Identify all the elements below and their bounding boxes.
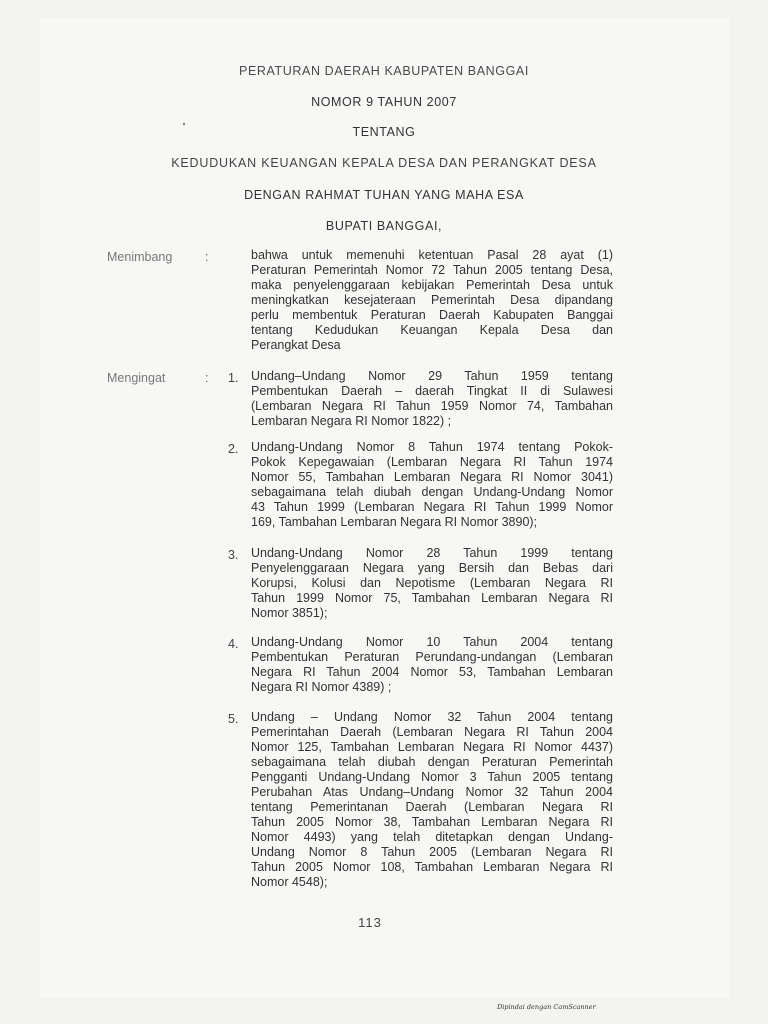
text-line: meningkatkan kesejateraan Pemerintah Desa dipandang: [251, 293, 613, 307]
text-line: Undang–Undang Nomor 29 Tahun 1959 tentang: [251, 369, 613, 383]
title-subject: KEDUDUKAN KEUANGAN KEPALA DESA DAN PERANGKAT DESA: [171, 156, 597, 170]
item-number: 1.: [228, 371, 239, 385]
text-line: Lembaran Negara RI Nomor 1822) ;: [251, 414, 452, 428]
text-line: Pokok Kepegawaian (Lembaran Negara RI Tahun 1974: [251, 455, 613, 469]
text-line: tentang Kedudukan Keuangan Kepala Desa dan: [251, 323, 613, 337]
mengingat-item: [251, 710, 613, 890]
mengingat-colon: :: [205, 371, 209, 385]
item-number: 2.: [228, 442, 239, 456]
title-invocation: DENGAN RAHMAT TUHAN YANG MAHA ESA: [244, 188, 524, 202]
text-line: perlu membentuk Peraturan Daerah Kabupaten Banggai: [251, 308, 613, 322]
text-line: sebagaimana telah diubah dengan Peraturan Pemerintah: [251, 755, 613, 769]
mengingat-item: [251, 546, 613, 621]
text-line: Nomor 55, Tambahan Lembaran Negara RI Nomor 3041): [251, 470, 613, 484]
text-line: (Lembaran Negara RI Tahun 1959 Nomor 74, Tambahan: [251, 399, 613, 413]
mengingat-item: [251, 369, 613, 429]
text-line: Nomor 3851);: [251, 606, 328, 620]
text-line: Pemerintahan Daerah (Lembaran Negara RI Tahun 2004: [251, 725, 613, 739]
text-line: Undang-Undang Nomor 10 Tahun 2004 tentang: [251, 635, 613, 649]
text-line: Penyelenggaraan Negara yang Bersih dan Bebas dari: [251, 561, 613, 575]
text-line: Negara RI Tahun 2004 Nomor 53, Tambahan Lembaran: [251, 665, 613, 679]
page-number: 113: [358, 915, 382, 930]
text-line: maka penyelenggaraan kebijakan Pemerintah Desa untuk: [251, 278, 613, 292]
text-line: Tahun 2005 Nomor 108, Tambahan Lembaran Negara RI: [251, 860, 613, 874]
menimbang-paragraph: [251, 248, 613, 353]
mengingat-item: [251, 440, 613, 530]
text-line: Korupsi, Kolusi dan Nepotisme (Lembaran Negara RI: [251, 576, 613, 590]
text-line: sebagaimana telah diubah dengan Undang-Undang Nomor: [251, 485, 613, 499]
title-regulation: PERATURAN DAERAH KABUPATEN BANGGAI: [239, 64, 529, 78]
mengingat-label: Mengingat: [107, 371, 166, 385]
text-line: Pembentukan Daerah – daerah Tingkat II di Sulawesi: [251, 384, 613, 398]
text-line: 43 Tahun 1999 (Lembaran Negara RI Tahun 1999 Nomor: [251, 500, 613, 514]
text-line: Tahun 1999 Nomor 75, Tambahan Lembaran Negara RI: [251, 591, 613, 605]
text-line: Pembentukan Peraturan Perundang-undangan (Lembaran: [251, 650, 613, 664]
title-about: TENTANG: [352, 125, 416, 139]
menimbang-label: Menimbang: [107, 250, 173, 264]
text-line: Nomor 4548);: [251, 875, 328, 889]
text-line: 169, Tambahan Lembaran Negara RI Nomor 3890);: [251, 515, 538, 529]
text-line: Peraturan Pemerintah Nomor 72 Tahun 2005 tentang Desa,: [251, 263, 613, 277]
mengingat-item: [251, 635, 613, 695]
text-line: Undang-Undang Nomor 28 Tahun 1999 tentang: [251, 546, 613, 560]
text-line: Negara RI Nomor 4389) ;: [251, 680, 392, 694]
scanner-watermark: Dipindai dengan CamScanner: [497, 1003, 596, 1011]
text-line: Nomor 125, Tambahan Lembaran Negara RI Nomor 4437): [251, 740, 613, 754]
text-line: Undang-Undang Nomor 8 Tahun 1974 tentang Pokok-: [251, 440, 613, 454]
text-line: Tahun 2005 Nomor 38, Tambahan Lembaran Negara RI: [251, 815, 613, 829]
scan-speck: [183, 123, 185, 125]
text-line: Nomor 4493) yang telah ditetapkan dengan Undang-: [251, 830, 613, 844]
text-line: bahwa untuk memenuhi ketentuan Pasal 28 ayat (1): [251, 248, 613, 262]
title-number: NOMOR 9 TAHUN 2007: [311, 95, 457, 109]
menimbang-colon: :: [205, 250, 209, 264]
title-regent: BUPATI BANGGAI,: [325, 219, 443, 233]
text-line: Perubahan Atas Undang–Undang Nomor 32 Tahun 2004: [251, 785, 613, 799]
item-number: 4.: [228, 637, 239, 651]
item-number: 5.: [228, 712, 239, 726]
text-line: Undang Nomor 8 Tahun 2005 (Lembaran Negara RI: [251, 845, 613, 859]
text-line: Undang – Undang Nomor 32 Tahun 2004 tentang: [251, 710, 613, 724]
text-line: Pengganti Undang-Undang Nomor 3 Tahun 2005 tentang: [251, 770, 613, 784]
text-line: tentang Pemerintanan Daerah (Lembaran Negara RI: [251, 800, 613, 814]
item-number: 3.: [228, 548, 239, 562]
text-line: Perangkat Desa: [251, 338, 341, 352]
